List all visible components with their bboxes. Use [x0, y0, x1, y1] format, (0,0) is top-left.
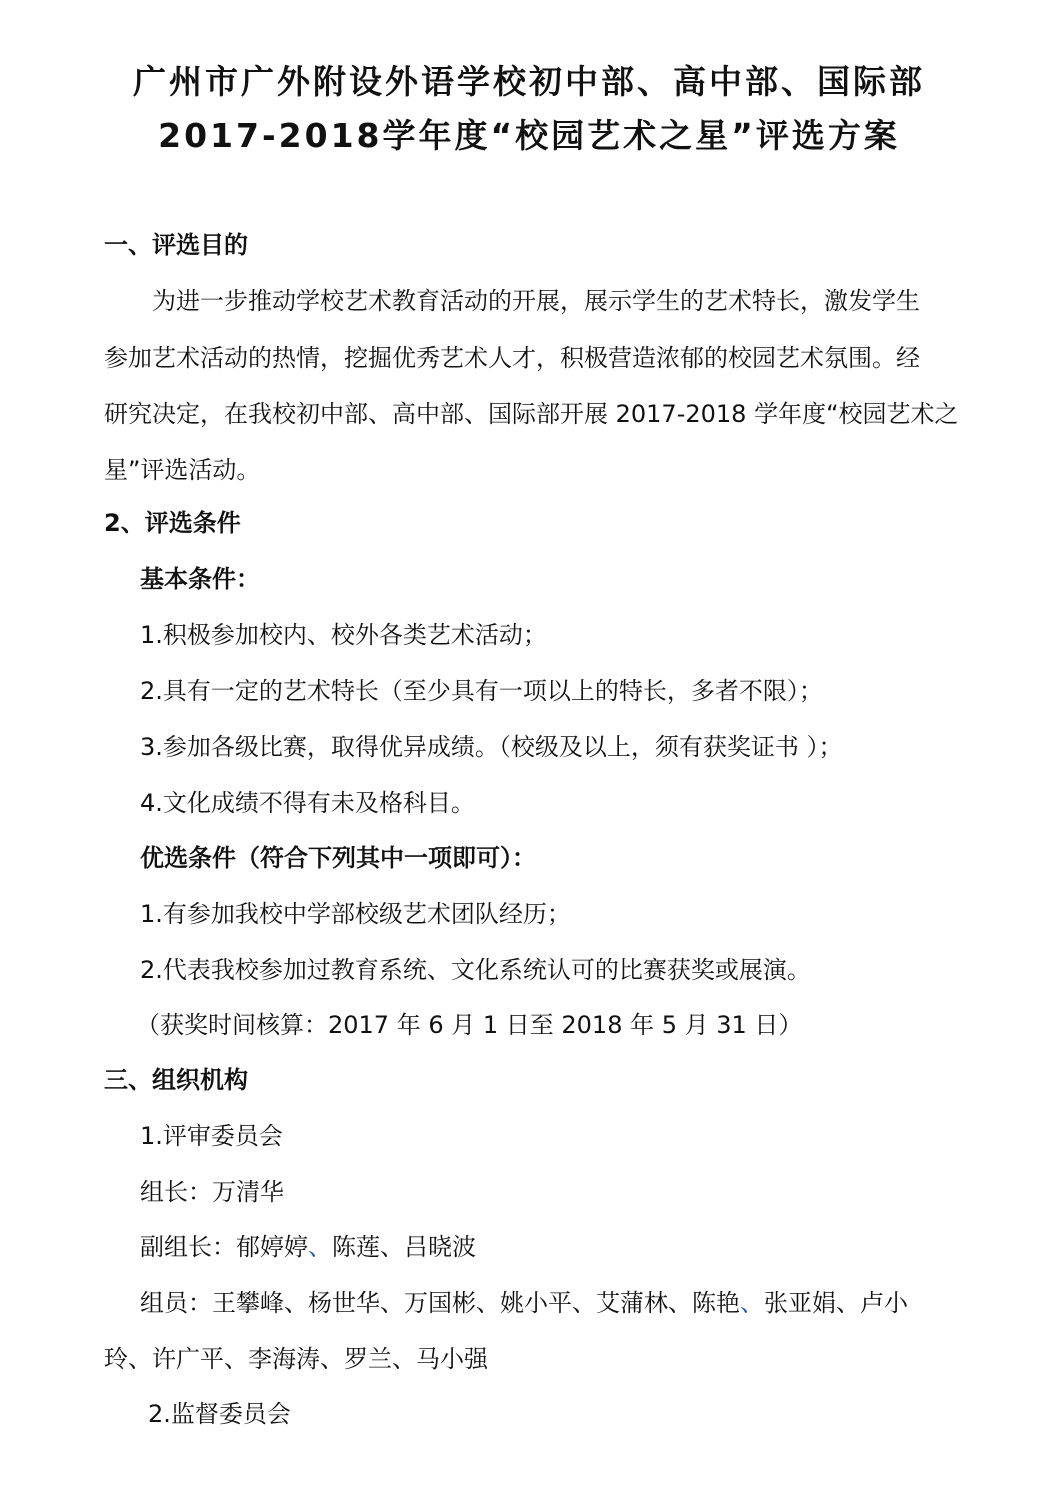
- document-title-line-1: 广州市广外附设外语学校初中部、高中部、国际部: [133, 62, 925, 101]
- basic-condition-item-3: 3.参加各级比赛，取得优异成绩。（校级及以上，须有获奖证书 ）；: [140, 733, 843, 761]
- deputy-leaders-rest: 陈莲、吕晓波: [332, 1233, 476, 1261]
- members-part-b: 张亚娟、卢小: [764, 1289, 908, 1317]
- basic-condition-item-1: 1.积极参加校内、校外各类艺术活动；: [140, 621, 547, 649]
- basic-condition-item-2: 2.具有一定的艺术特长（至少具有一项以上的特长，多者不限）；: [140, 677, 823, 705]
- section-2-heading: 2、评选条件: [104, 509, 241, 537]
- members-part-a: 组员：王攀峰、杨世华、万国彬、姚小平、艾蒲林、陈艳: [140, 1289, 740, 1317]
- basic-conditions-heading: 基本条件：: [140, 565, 260, 593]
- document-title-line-2: 2017-2018学年度“校园艺术之星”评选方案: [158, 116, 900, 155]
- committee-leader: 组长：万清华: [140, 1178, 284, 1206]
- members-separator: 、: [740, 1289, 764, 1317]
- deputy-leaders-first: 副组长：郁婷婷: [140, 1233, 308, 1261]
- committee-deputy-leaders: [140, 1231, 476, 1263]
- section-1-paragraph-line-2: 参加艺术活动的热情，挖掘优秀艺术人才，积极营造浓郁的校园艺术氛围。经: [104, 344, 920, 372]
- section-1-heading: 一、评选目的: [104, 231, 248, 259]
- committee-members-line-1: [140, 1287, 908, 1319]
- preferred-conditions-heading: 优选条件（符合下列其中一项即可）：: [140, 844, 536, 872]
- deputy-separator: 、: [308, 1233, 332, 1261]
- preferred-condition-item-1: 1.有参加我校中学部校级艺术团队经历；: [140, 900, 571, 928]
- section-1-paragraph-line-1: 为进一步推动学校艺术教育活动的开展，展示学生的艺术特长，激发学生: [152, 287, 920, 315]
- section-1-paragraph-line-4: 星”评选活动。: [104, 456, 261, 484]
- committee-members-line-2: 玲、许广平、李海涛、罗兰、马小强: [104, 1345, 488, 1373]
- section-1-paragraph-line-3: 研究决定，在我校初中部、高中部、国际部开展 2017-2018 学年度“校园艺术之: [104, 400, 959, 428]
- supervisory-committee-label: 2.监督委员会: [148, 1400, 291, 1428]
- preferred-condition-item-2: 2.代表我校参加过教育系统、文化系统认可的比赛获奖或展演。: [140, 956, 811, 984]
- section-3-heading: 三、组织机构: [104, 1066, 248, 1094]
- award-period-note: （获奖时间核算：2017 年 6 月 1 日至 2018 年 5 月 31 日）: [136, 1011, 803, 1039]
- basic-condition-item-4: 4.文化成绩不得有未及格科目。: [140, 789, 475, 817]
- review-committee-label: 1.评审委员会: [140, 1122, 283, 1150]
